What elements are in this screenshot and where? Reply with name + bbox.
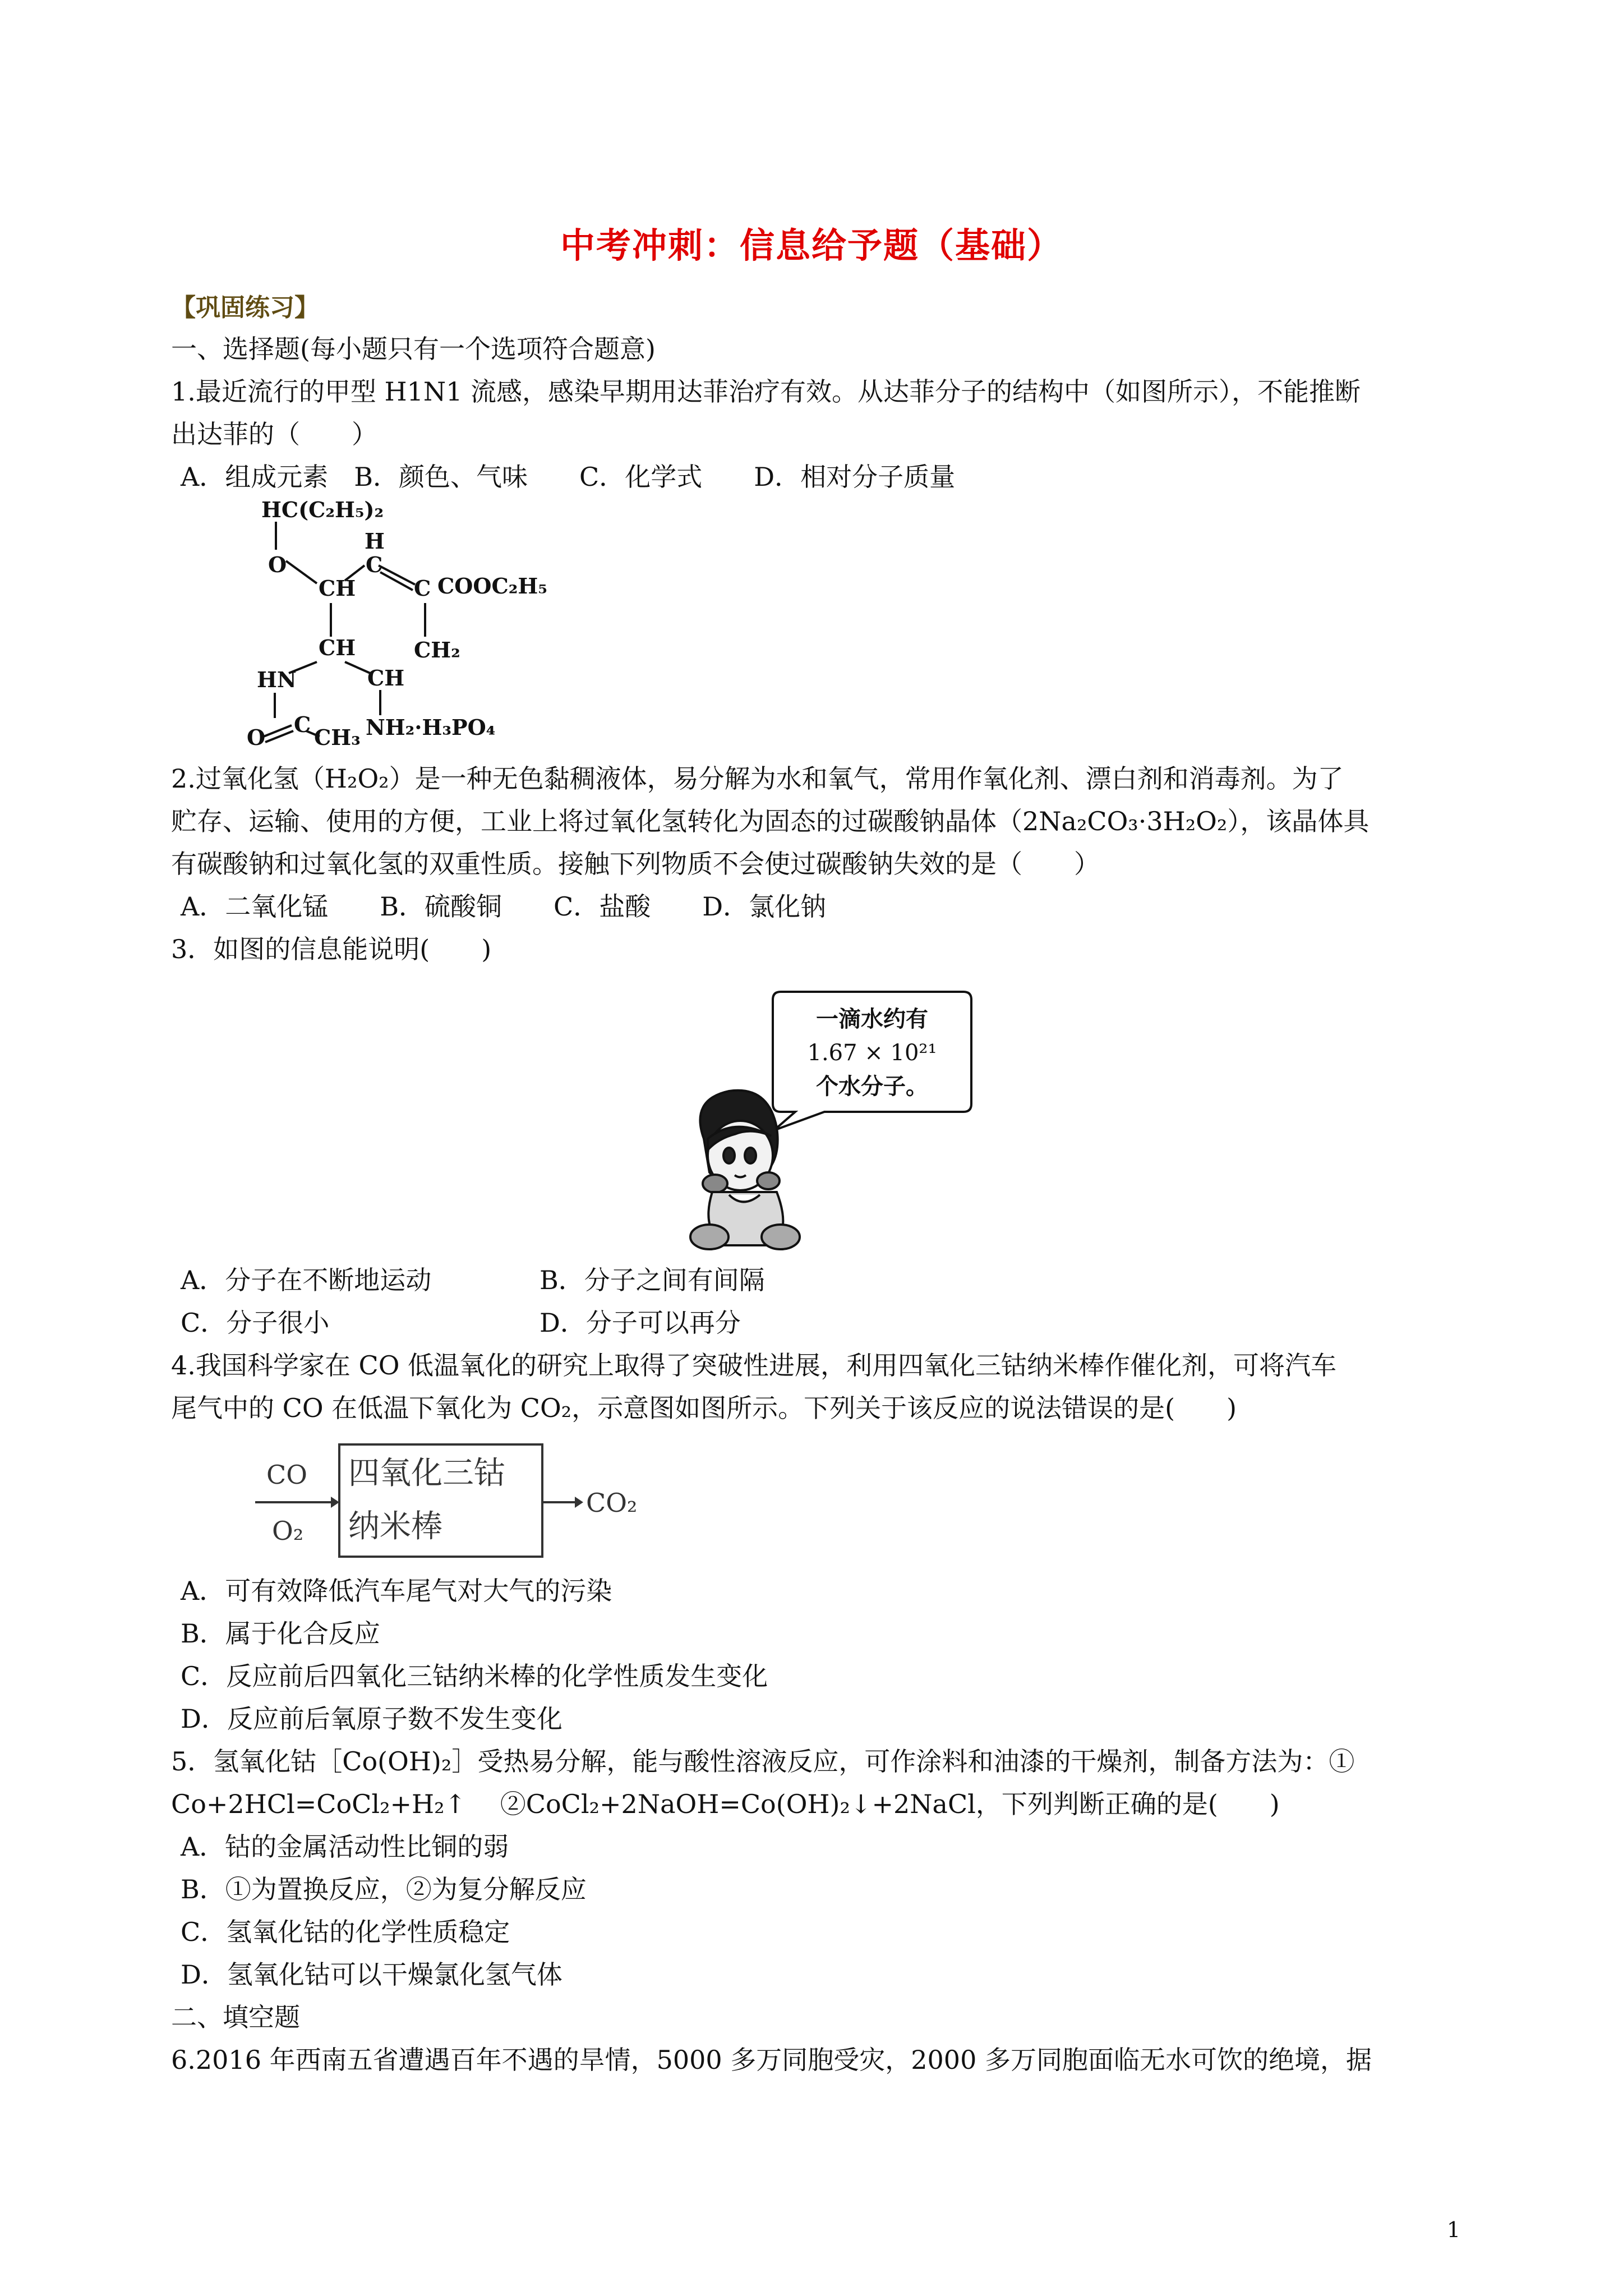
q3-stem: 3．如图的信息能说明( ) xyxy=(171,934,492,964)
q5-option-b: B．①为置换反应，②为复分解反应 xyxy=(181,1874,587,1904)
q3-option-b: B．分子之间有间隔 xyxy=(540,1265,765,1295)
page-number: 1 xyxy=(1446,2217,1460,2242)
q3-cartoon-figure xyxy=(656,987,976,1257)
q3-option-c: C．分子很小 xyxy=(181,1308,330,1338)
part1-heading: 一、选择题(每小题只有一个选项符合题意) xyxy=(171,334,656,364)
q4-stem-line1: 4.我国科学家在 CO 低温氧化的研究上取得了突破性进展，利用四氧化三钴纳米棒作催化剂，可将汽车 xyxy=(171,1350,1337,1381)
page-title: 中考冲刺：信息给予题（基础） xyxy=(560,225,1063,266)
mol-c-right: C xyxy=(414,576,431,601)
q1-options: A．组成元素 B．颜色、气味 C．化学式 D．相对分子质量 xyxy=(181,462,956,492)
diagram-input-o2: O₂ xyxy=(272,1516,304,1546)
bubble-text-line2: 1.67 × 10²¹ xyxy=(807,1040,937,1066)
mol-cooc: COOC₂H₅ xyxy=(437,573,547,599)
q4-reaction-diagram xyxy=(255,1439,659,1562)
bubble-text-line1: 一滴水约有 xyxy=(816,1006,928,1032)
catalyst-label-line1: 四氧化三钴 xyxy=(348,1455,505,1492)
q3-option-d: D．分子可以再分 xyxy=(540,1308,741,1338)
q6-stem-line1: 6.2016 年西南五省遭遇百年不遇的旱情，5000 多万同胞受灾，2000 多万同胞面临无水可饮的绝境，据 xyxy=(171,2045,1372,2075)
q4-option-d: D．反应前后氧原子数不发生变化 xyxy=(181,1704,562,1734)
q3-option-a: A．分子在不断地运动 xyxy=(181,1265,432,1295)
mol-ch3: CH₃ xyxy=(314,725,361,750)
diagram-input-co: CO xyxy=(266,1460,307,1490)
mol-hn: HN xyxy=(257,667,297,692)
mol-ch-left: CH xyxy=(319,576,356,601)
q4-option-a: A．可有效降低汽车尾气对大气的污染 xyxy=(181,1576,612,1606)
bubble-text-line3: 个水分子。 xyxy=(816,1074,928,1099)
mol-o: O xyxy=(268,552,287,577)
q1-stem-line1: 1.最近流行的甲型 H1N1 流感，感染早期用达菲治疗有效。从达菲分子的结构中（如图所示），不能推断 xyxy=(171,376,1361,407)
girl-cartoon-icon xyxy=(690,1091,800,1249)
q5-option-d: D．氢氧化钴可以干燥氯化氢气体 xyxy=(181,1959,562,1990)
q2-stem-line1: 2.过氧化氢（H₂O₂）是一种无色黏稠液体，易分解为水和氧气，常用作氧化剂、漂白剂和消毒剂。为了 xyxy=(171,763,1344,794)
q4-stem-line2: 尾气中的 CO 在低温下氧化为 CO₂，示意图如图所示。下列关于该反应的说法错误的是( ) xyxy=(171,1393,1237,1423)
part2-heading: 二、填空题 xyxy=(171,2002,300,2032)
q5-stem-line2: Co+2HCl=CoCl₂+H₂↑ ②CoCl₂+2NaOH=Co(OH)₂↓+2NaCl，下列判断正确的是( ) xyxy=(171,1789,1280,1819)
diagram-output-co2: CO₂ xyxy=(586,1488,638,1518)
q5-stem-line1: 5．氢氧化钴［Co(OH)₂］受热易分解，能与酸性溶液反应，可作涂料和油漆的干燥剂，制备方法为：① xyxy=(171,1746,1355,1777)
q1-stem-line2: 出达菲的（ ） xyxy=(171,419,377,449)
q4-option-b: B．属于化合反应 xyxy=(181,1618,380,1649)
mol-c-low: C xyxy=(294,712,311,737)
mol-top-group: HC(C₂H₅)₂ xyxy=(261,497,384,522)
mol-nh2: NH₂·H₃PO₄ xyxy=(366,715,496,740)
section-heading: 【巩固练习】 xyxy=(171,293,319,322)
q2-stem-line2: 贮存、运输、使用的方便，工业上将过氧化氢转化为固态的过碳酸钠晶体（2Na₂CO₃·3H₂O₂），该晶体具 xyxy=(171,806,1370,836)
mol-o-low: O xyxy=(247,725,266,750)
mol-h: H xyxy=(365,528,385,554)
mol-ch-low: CH xyxy=(367,665,405,691)
mol-ch2: CH₂ xyxy=(414,637,460,662)
q2-stem-line3: 有碳酸钠和过氧化氢的双重性质。接触下列物质不会使过碳酸钠失效的是（ ） xyxy=(171,849,1100,879)
q2-options: A．二氧化锰 B．硫酸铜 C．盐酸 D．氯化钠 xyxy=(181,891,827,922)
q4-option-c: C．反应前后四氧化三钴纳米棒的化学性质发生变化 xyxy=(181,1661,768,1691)
catalyst-label-line2: 纳米棒 xyxy=(348,1508,442,1545)
q5-option-a: A．钴的金属活动性比铜的弱 xyxy=(181,1832,509,1862)
mol-ch-mid: CH xyxy=(319,635,356,660)
q1-molecule-structure xyxy=(236,494,583,752)
mol-c-center: C xyxy=(366,552,383,577)
q5-option-c: C．氢氧化钴的化学性质稳定 xyxy=(181,1917,510,1947)
